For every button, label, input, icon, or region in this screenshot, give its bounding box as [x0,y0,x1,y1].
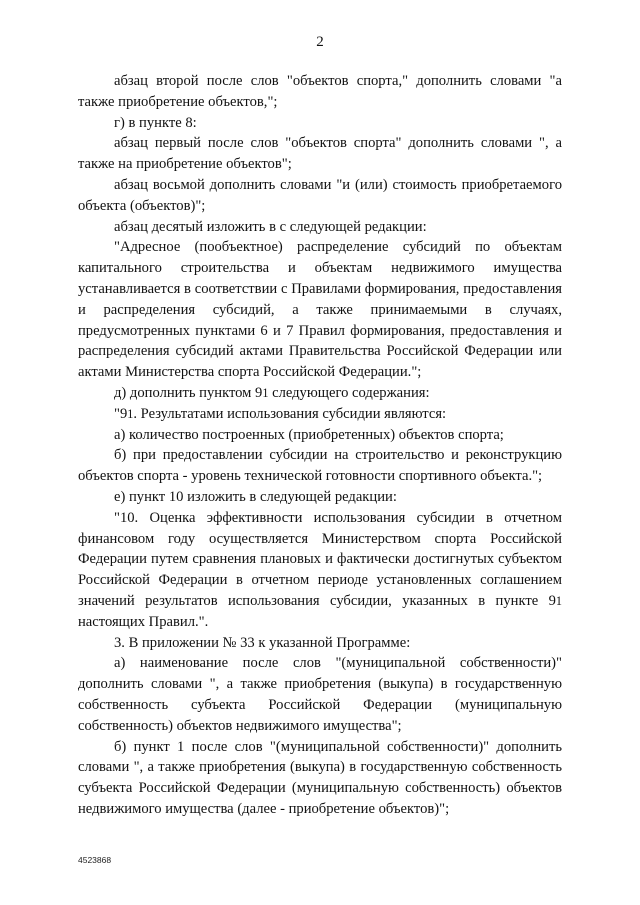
text-segment: . Результатами использования субсидии являются: [133,405,447,422]
paragraph-10 [78,508,562,633]
superscript: 1 [555,593,562,608]
text-segment: "9 [114,405,128,422]
paragraph: "Адресное (пообъектное) распределение субсидий по объектам капитального строительства и объектам недвижимого имущества устанавливается в соответствии с Правилами формирования, предоставления и распределения субсидий, а также принимаемыми в случаях, предусмотренных пунктами 6 и 7 Правил формирования, предоставления и распределения субсидий актами Правительства Российской Федерации или актами Министерства спорта Российской Федерации."; [78,239,562,381]
paragraph: абзац восьмой дополнить словами "и (или) стоимость приобретаемого объекта (объектов)"; [78,176,562,214]
paragraph: абзац первый после слов "объектов спорта" дополнить словами ", а также на приобретение объектов"; [78,135,562,173]
paragraph: абзац десятый изложить в с следующей редакции: [114,218,427,235]
paragraph: е) пункт 10 изложить в следующей редакции: [114,488,397,505]
document-body [78,71,562,820]
paragraph: 3. В приложении № 33 к указанной Программе: [114,634,411,651]
superscript: 1 [127,406,134,421]
text-segment: настоящих Правил.". [78,613,209,630]
paragraph: г) в пункте 8: [114,114,197,131]
superscript: 1 [262,385,269,400]
text-segment: д) дополнить пунктом 9 [114,384,263,401]
paragraph: а) количество построенных (приобретенных) объектов спорта; [114,426,504,443]
paragraph-9-1 [78,404,562,425]
paragraph: б) пункт 1 после слов "(муниципальной собственности)" дополнить словами ", а также приобретения (выкупа) в государственную собственность субъекта Российской Федерации (муниципальную собственность) объектов недвижимого имущества (далее - приобретение объектов)"; [78,738,562,817]
paragraph: абзац второй после слов "объектов спорта," дополнить словами "а также приобретение объектов,"; [78,73,562,110]
paragraph: а) наименование после слов "(муниципальной собственности)" дополнить словами ", а также приобретения (выкупа) в государственную собственность субъекта Российской Федерации (муниципальную собственность) объектов недвижимого имущества"; [78,655,562,734]
paragraph: б) при предоставлении субсидии на строительство и реконструкцию объектов спорта - уровень технической готовности спортивного объекта."; [78,447,562,485]
text-segment: следующего содержания: [268,384,430,401]
paragraph-item-d [78,383,562,404]
text-segment: "10. Оценка эффективности использования субсидии в отчетном финансовом году осуществляется Министерством спорта Российской Федерации путем сравнения плановых и фактически достигнутых субъектом Российской Федерации в отчетном периоде установленных соглашением значений результатов использования субсидии, указанных в пункте 9 [78,509,562,609]
page-number: 2 [316,34,324,50]
document-code: 4523868 [78,855,112,865]
